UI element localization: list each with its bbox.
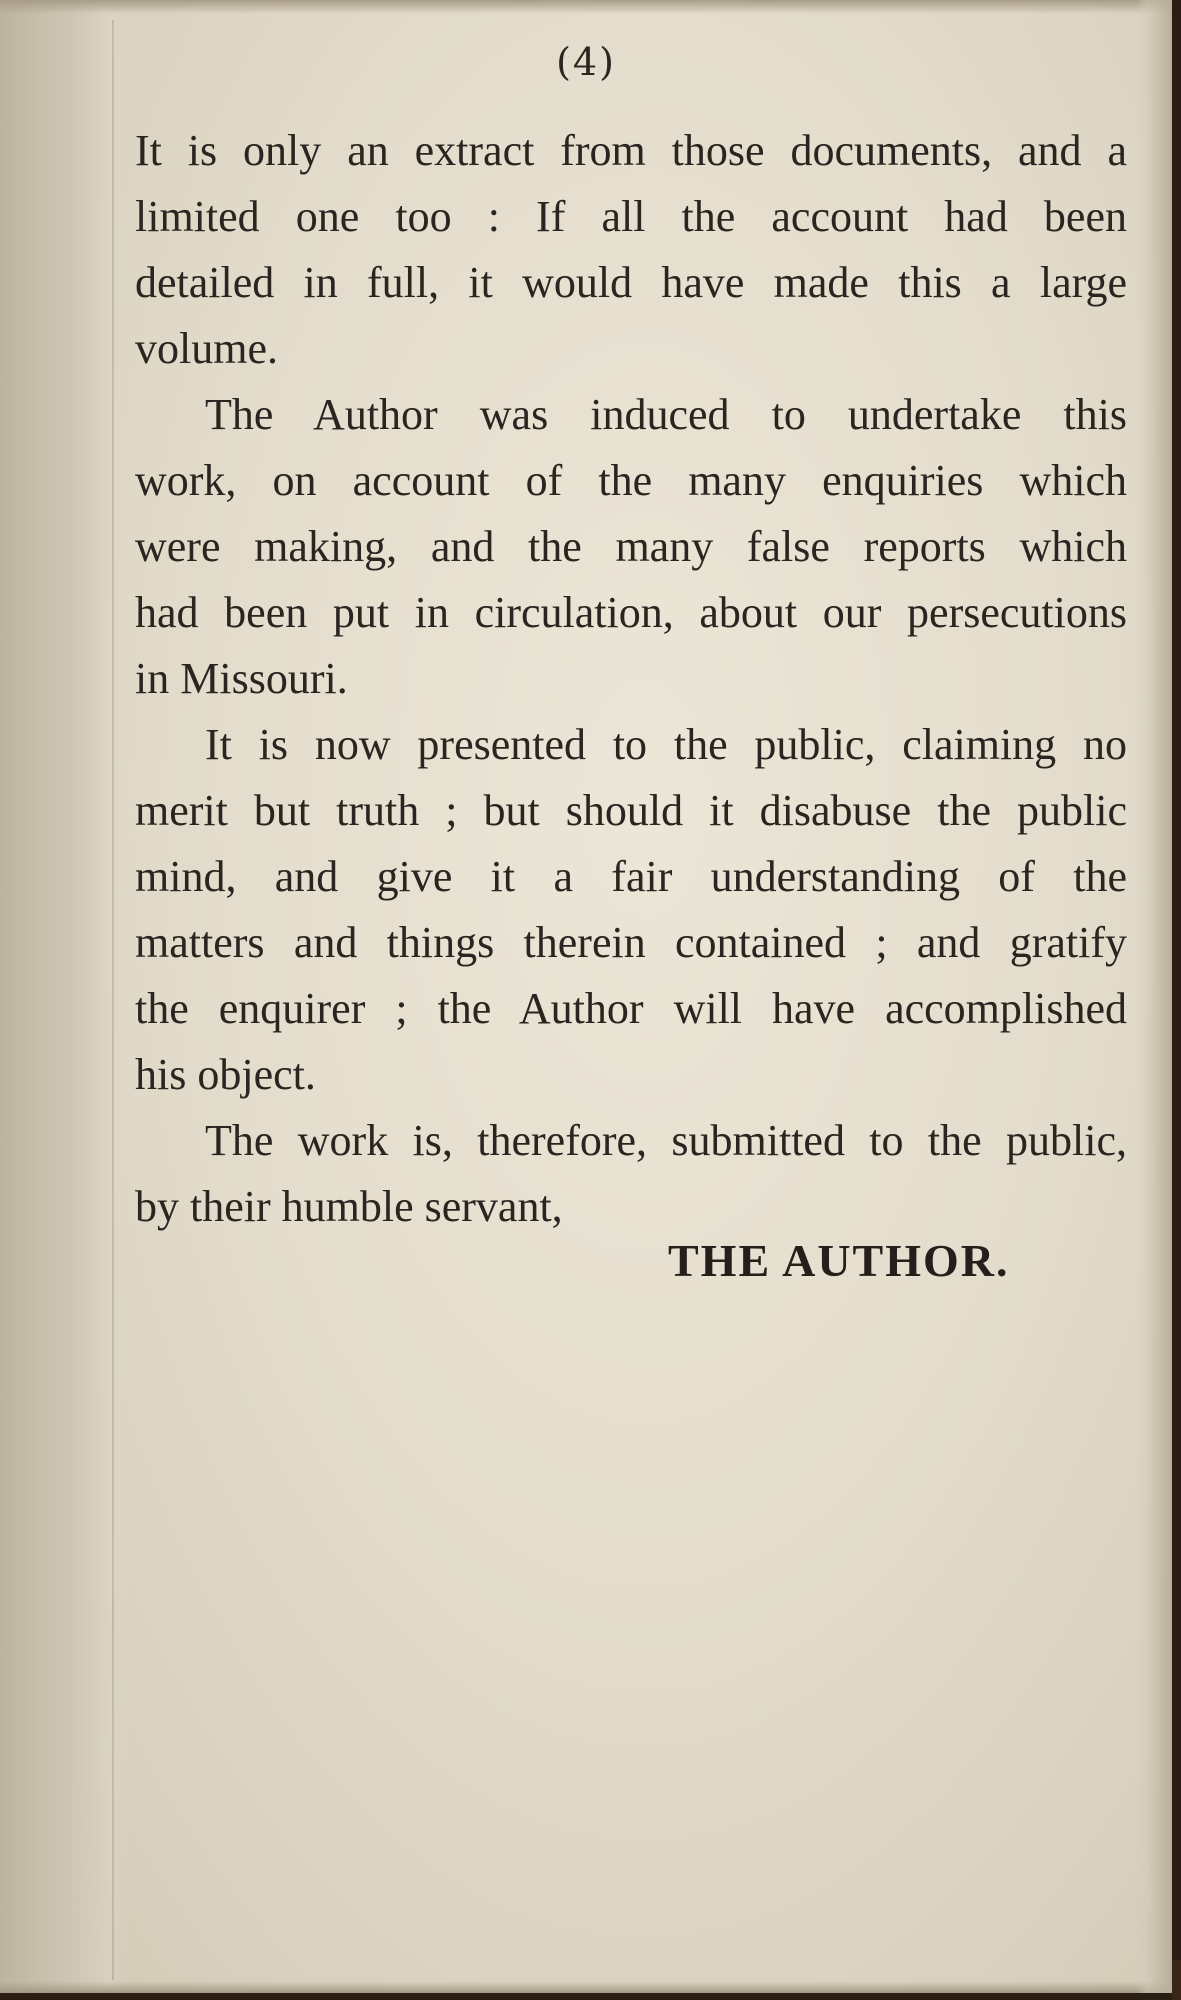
text-line: matters and things therein contained ; and gratify bbox=[135, 918, 1127, 967]
text-line: limited one too : If all the account had been bbox=[135, 192, 1127, 241]
paragraph-3 bbox=[135, 712, 1127, 1108]
text-line: work, on account of the many enquiries which bbox=[135, 456, 1127, 505]
text-line: merit but truth ; but should it disabuse the public bbox=[135, 786, 1127, 835]
text-line: in Missouri. bbox=[135, 654, 348, 703]
text-line: his object. bbox=[135, 1050, 316, 1099]
paragraph-4 bbox=[135, 1108, 1127, 1240]
text-line: It is now presented to the public, claiming no bbox=[205, 720, 1127, 769]
text-line: volume. bbox=[135, 324, 278, 373]
paragraph-2 bbox=[135, 382, 1127, 712]
text-line: the enquirer ; the Author will have accomplished bbox=[135, 984, 1127, 1033]
signature: THE AUTHOR. bbox=[668, 1235, 1010, 1286]
text-line: were making, and the many false reports which bbox=[135, 522, 1127, 571]
spine-fold bbox=[112, 20, 114, 1980]
book-cover-edge bbox=[1172, 1960, 1181, 2000]
paragraph-1 bbox=[135, 118, 1127, 382]
text-line: mind, and give it a fair understanding of the bbox=[135, 852, 1127, 901]
body-text bbox=[135, 118, 1127, 1240]
text-line: It is only an extract from those documents, and a bbox=[135, 126, 1127, 175]
text-line: The Author was induced to undertake this bbox=[205, 390, 1127, 439]
text-line: detailed in full, it would have made this a large bbox=[135, 258, 1127, 307]
page-top-edge bbox=[0, 0, 1172, 14]
text-line: The work is, therefore, submitted to the public, bbox=[205, 1116, 1127, 1165]
text-line: by their humble servant, bbox=[135, 1182, 563, 1231]
page-bottom-edge bbox=[0, 1981, 1172, 1993]
page-number: (4) bbox=[556, 40, 616, 84]
text-line: had been put in circulation, about our persecutions bbox=[135, 588, 1127, 637]
